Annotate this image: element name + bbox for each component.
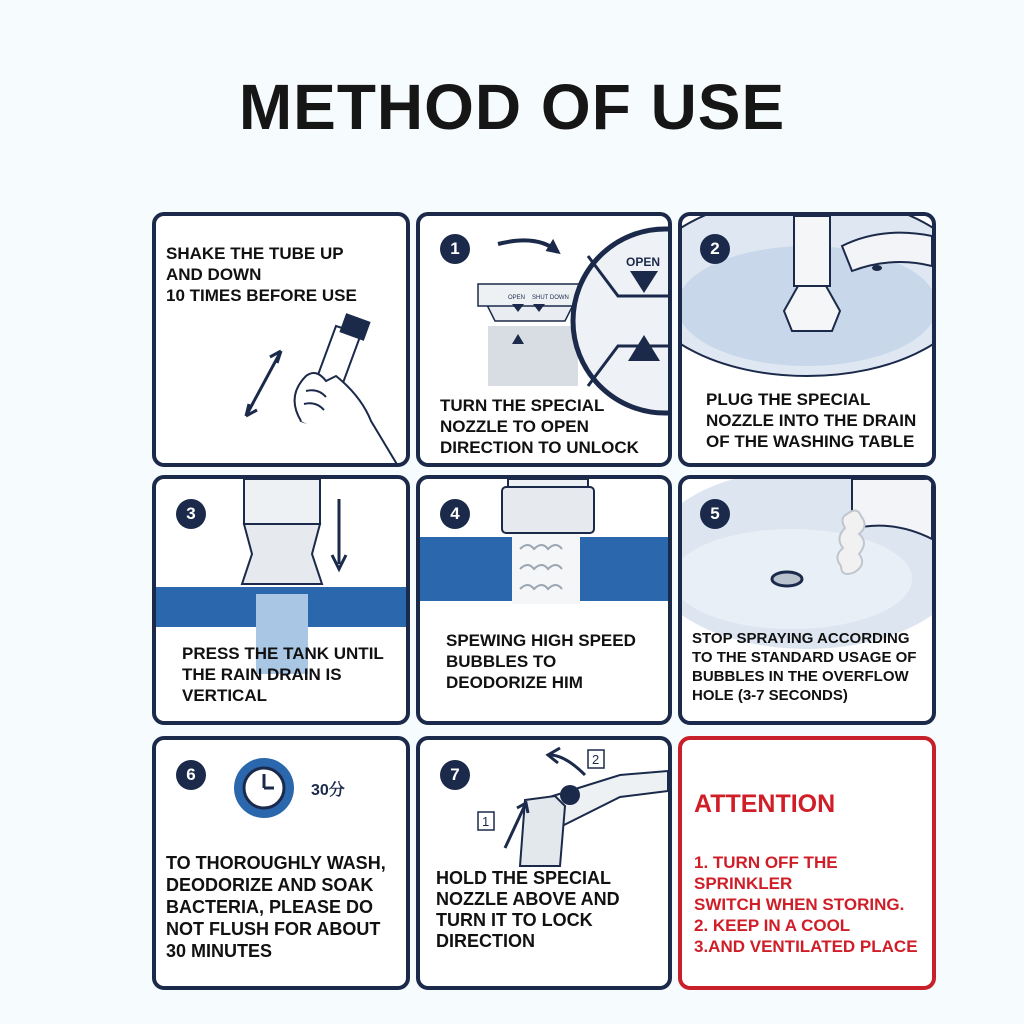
step-card-4	[416, 475, 672, 725]
step-number-badge: 5	[700, 499, 730, 529]
shut-down-label: SHUT DOWN	[532, 295, 569, 301]
page-title: METHOD OF USE	[238, 71, 786, 143]
step-number-badge: 2	[700, 234, 730, 264]
timer-illustration	[156, 740, 406, 860]
step-mark-1: 1	[482, 814, 490, 829]
step-text: STOP SPRAYING ACCORDING TO THE STANDARD USAGE OF BUBBLES IN THE OVERFLOW HOLE (3-7 SECONDS)	[692, 630, 917, 704]
step-text: HOLD THE SPECIAL NOZZLE ABOVE AND TURN IT TO LOCK DIRECTION	[436, 868, 620, 951]
step-number-badge: 3	[176, 499, 206, 529]
step-card-6	[152, 736, 410, 990]
step-card-shake	[152, 212, 410, 467]
step-number-badge: 6	[176, 760, 206, 790]
step-card-7	[416, 736, 672, 990]
step-number-badge: 1	[440, 234, 470, 264]
step-card-1	[416, 212, 672, 467]
step-number-badge: 4	[440, 499, 470, 529]
attention-card	[678, 736, 936, 990]
step-text: SHAKE THE TUBE UP AND DOWN 10 TIMES BEFORE USE	[166, 244, 357, 305]
step-number-badge: 7	[440, 760, 470, 790]
step-card-2	[678, 212, 936, 467]
attention-title: ATTENTION	[694, 790, 836, 818]
step-text: SPEWING HIGH SPEED BUBBLES TO DEODORIZE HIM	[446, 631, 636, 692]
attention-text: 1. TURN OFF THE SPRINKLER SWITCH WHEN STORING. 2. KEEP IN A COOL 3.AND VENTILATED PLACE	[694, 853, 918, 956]
step-text: PRESS THE TANK UNTIL THE RAIN DRAIN IS VERTICAL	[182, 644, 384, 705]
step-text: TO THOROUGHLY WASH, DEODORIZE AND SOAK BACTERIA, PLEASE DO NOT FLUSH FOR ABOUT 30 MINUTES	[166, 853, 386, 961]
step-text: TURN THE SPECIAL NOZZLE TO OPEN DIRECTION TO UNLOCK	[440, 396, 639, 457]
timer-label: 30分	[311, 782, 345, 799]
step-text: PLUG THE SPECIAL NOZZLE INTO THE DRAIN OF THE WASHING TABLE	[706, 390, 917, 451]
step-card-3	[152, 475, 410, 725]
open-small-label: OPEN	[508, 295, 526, 301]
step-mark-2: 2	[592, 752, 600, 767]
open-big-label: OPEN	[626, 255, 661, 269]
step-card-5	[678, 475, 936, 725]
